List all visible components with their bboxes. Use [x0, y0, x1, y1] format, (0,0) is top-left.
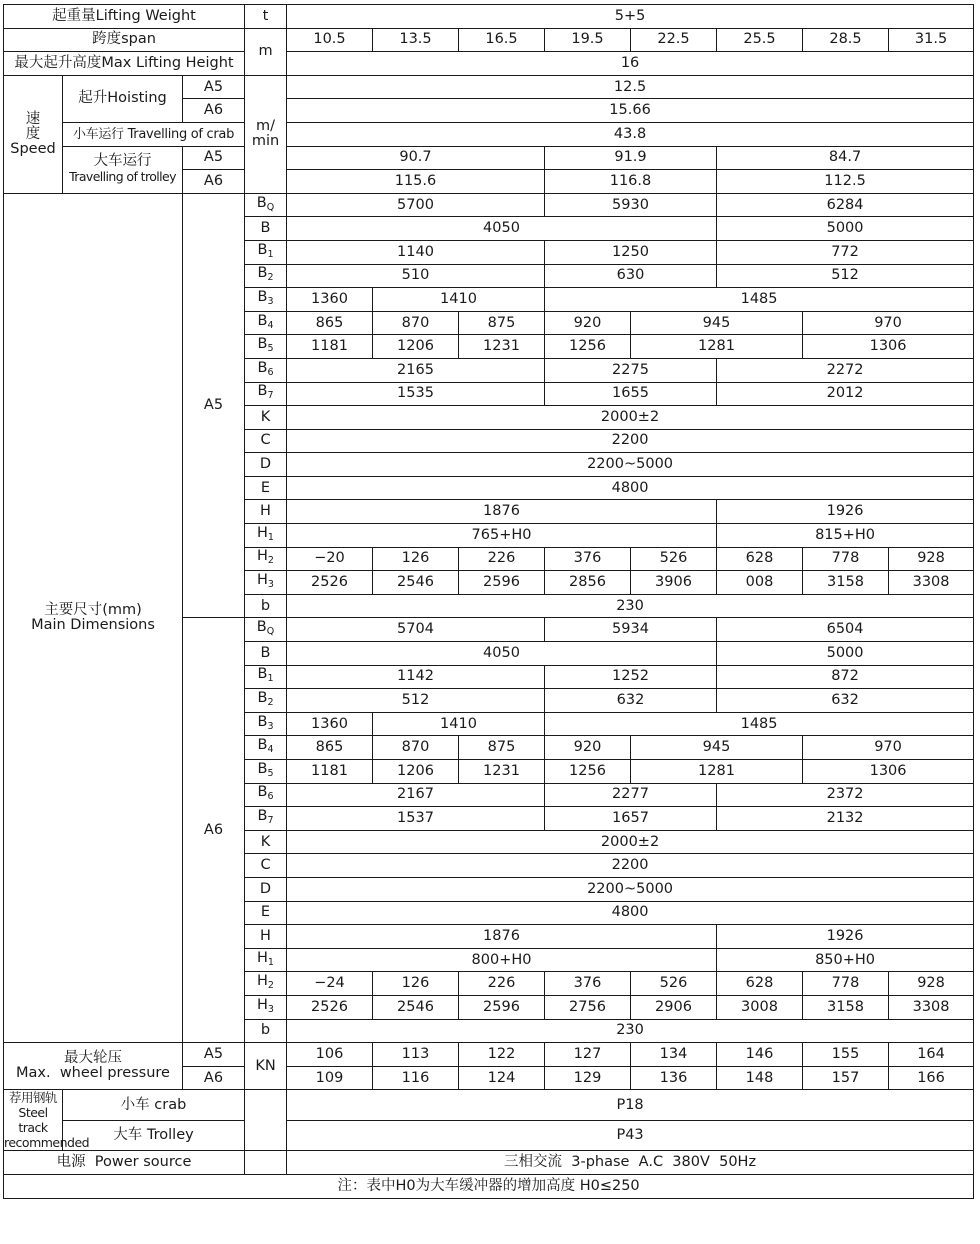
dim-value: 632	[717, 689, 974, 713]
dim-code-B: B	[245, 642, 287, 666]
wheel-pressure-a6-value: 136	[631, 1066, 717, 1090]
speed-unit-1: m/	[255, 118, 275, 135]
trolley-a6-value: 116.8	[545, 170, 717, 194]
rail-trolley-label: 大车 Trolley	[63, 1120, 245, 1151]
dim-code-B1: $B_1$	[245, 240, 287, 264]
row-span	[4, 28, 974, 52]
dim-code-H1: $H_1$	[245, 948, 287, 972]
dim-value: 2272	[717, 358, 974, 382]
dim-value: 1281	[631, 335, 803, 359]
dim-code-H1: $H_1$	[245, 524, 287, 548]
trolley-a5-value: 91.9	[545, 146, 717, 170]
dim-value: 1231	[459, 335, 545, 359]
grade-a5: A5	[183, 1043, 245, 1067]
dim-code-H2: $H_2$	[245, 972, 287, 996]
dim-value: 872	[717, 665, 974, 689]
dim-value: 875	[459, 311, 545, 335]
wheel-pressure-unit: KN	[245, 1043, 287, 1090]
trolley-a6-value: 115.6	[287, 170, 545, 194]
wheel-pressure-a6-value: 109	[287, 1066, 373, 1090]
dim-value: 1537	[287, 807, 545, 831]
span-label: 跨度span	[4, 28, 245, 52]
dim-value: 226	[459, 547, 545, 571]
wheel-pressure-a5-value: 122	[459, 1043, 545, 1067]
dim-value: 2906	[631, 995, 717, 1019]
lifting-weight-label: 起重量Lifting Weight	[4, 5, 245, 29]
wheel-pressure-a6-value: 129	[545, 1066, 631, 1090]
row-trolley-a5	[4, 146, 974, 170]
dim-code-B4: $B_4$	[245, 311, 287, 335]
dim-value: 850+H0	[717, 948, 974, 972]
dim-value: 3158	[803, 995, 889, 1019]
grade-a5: A5	[183, 146, 245, 170]
dim-value: 1206	[373, 335, 459, 359]
dim-code-K: K	[245, 406, 287, 430]
dim-value: 3158	[803, 571, 889, 595]
row-rail-crab	[4, 1090, 974, 1121]
power-label	[4, 1151, 245, 1175]
dim-value: 630	[545, 264, 717, 288]
dim-value: 2372	[717, 783, 974, 807]
dim-code-D: D	[245, 877, 287, 901]
dim-value: 5700	[287, 193, 545, 217]
dim-code-H2: $H_2$	[245, 547, 287, 571]
hoisting-label: 起升Hoisting	[63, 75, 183, 122]
dim-code-B3: $B_3$	[245, 288, 287, 312]
dim-code-H: H	[245, 500, 287, 524]
wheel-pressure-label-en: Max. wheel pressure	[16, 1065, 170, 1082]
row-lifting-weight	[4, 5, 974, 29]
dim-code-B6: $B_6$	[245, 358, 287, 382]
dim-code-B7: $B_7$	[245, 807, 287, 831]
spec-table	[3, 4, 974, 1199]
dim-value: 1485	[545, 288, 974, 312]
dim-code-B2: $B_2$	[245, 689, 287, 713]
dim-value: 1926	[717, 925, 974, 949]
span-value: 16.5	[459, 28, 545, 52]
crab-travel-label: 小车运行 Travelling of crab	[63, 122, 245, 146]
dim-value: 778	[803, 972, 889, 996]
rail-label-1: 荐用钢轨 Steel	[8, 1090, 57, 1121]
dim-value: 226	[459, 972, 545, 996]
dim-value: 1306	[803, 760, 974, 784]
span-value: 31.5	[889, 28, 974, 52]
grade-a6: A6	[183, 1066, 245, 1090]
dim-code-B5: $B_5$	[245, 760, 287, 784]
dim-value: 1231	[459, 760, 545, 784]
dim-value: 2132	[717, 807, 974, 831]
dim-value: 5000	[717, 642, 974, 666]
dim-value: 928	[889, 547, 974, 571]
dim-value: 2546	[373, 571, 459, 595]
dim-value: 2546	[373, 995, 459, 1019]
rail-crab-label: 小车 crab	[63, 1090, 245, 1121]
trolley-a6-value: 112.5	[717, 170, 974, 194]
dim-value: 512	[287, 689, 545, 713]
dim-value: 2596	[459, 995, 545, 1019]
dim-value: 2012	[717, 382, 974, 406]
dim-value: 2000±2	[287, 406, 974, 430]
dim-value: 945	[631, 736, 803, 760]
dim-value: 1256	[545, 760, 631, 784]
dim-code-H: H	[245, 925, 287, 949]
dim-value: 1360	[287, 288, 373, 312]
dim-value: 376	[545, 547, 631, 571]
dim-code-K: K	[245, 830, 287, 854]
max-height-value: 16	[287, 52, 974, 76]
dim-value: 5930	[545, 193, 717, 217]
row-note	[4, 1174, 974, 1198]
dim-value: 628	[717, 547, 803, 571]
dim-value: 1657	[545, 807, 717, 831]
dim-value: 2167	[287, 783, 545, 807]
dim-value: 1876	[287, 925, 717, 949]
dim-code-B3: $B_3$	[245, 712, 287, 736]
dim-value: 3906	[631, 571, 717, 595]
dim-value: 3308	[889, 995, 974, 1019]
row-dim-a5-BQ	[4, 193, 974, 217]
dim-value: 865	[287, 736, 373, 760]
dim-value: 870	[373, 311, 459, 335]
dim-value: 4050	[287, 217, 717, 241]
trolley-label-cn: 大车运行	[93, 153, 152, 170]
span-unit: m	[245, 28, 287, 75]
hoisting-a5-value: 12.5	[287, 75, 974, 99]
power-value-text: 三相交流 3-phase A.C 380V 50Hz	[504, 1154, 757, 1171]
wheel-pressure-a5-value: 146	[717, 1043, 803, 1067]
dim-value: 126	[373, 547, 459, 571]
speed-unit-2: min	[251, 133, 280, 150]
dim-code-C: C	[245, 854, 287, 878]
span-value: 25.5	[717, 28, 803, 52]
dim-value: 1256	[545, 335, 631, 359]
wheel-pressure-a6-value: 166	[889, 1066, 974, 1090]
dim-value: 526	[631, 972, 717, 996]
trolley-label-en: Travelling of trolley	[69, 169, 176, 185]
dim-code-E: E	[245, 476, 287, 500]
dim-value: 875	[459, 736, 545, 760]
span-value: 19.5	[545, 28, 631, 52]
trolley-a5-value: 84.7	[717, 146, 974, 170]
dim-value: 1281	[631, 760, 803, 784]
dim-code-B: B	[245, 217, 287, 241]
dim-value: 3308	[889, 571, 974, 595]
wheel-pressure-a6-value: 124	[459, 1066, 545, 1090]
dim-value: 815+H0	[717, 524, 974, 548]
dim-value: 1142	[287, 665, 545, 689]
wheel-pressure-a5-value: 106	[287, 1043, 373, 1067]
dim-value: 1140	[287, 240, 545, 264]
dim-code-B5: $B_5$	[245, 335, 287, 359]
wheel-pressure-a6-value: 157	[803, 1066, 889, 1090]
power-value	[287, 1151, 974, 1175]
dim-code-b: b	[245, 594, 287, 618]
rail-trolley-value: P43	[287, 1120, 974, 1151]
dim-value: 4800	[287, 901, 974, 925]
span-value: 10.5	[287, 28, 373, 52]
dim-value: 2526	[287, 571, 373, 595]
dim-code-H3: $H_3$	[245, 571, 287, 595]
dim-value: 2200	[287, 854, 974, 878]
dim-value: 126	[373, 972, 459, 996]
dim-value: 772	[717, 240, 974, 264]
dim-value: −24	[287, 972, 373, 996]
dim-value: 928	[889, 972, 974, 996]
trolley-a5-value: 90.7	[287, 146, 545, 170]
dim-value: 2200	[287, 429, 974, 453]
dim-value: 1181	[287, 760, 373, 784]
dim-value: 765+H0	[287, 524, 717, 548]
dim-value: 970	[803, 311, 974, 335]
span-value: 13.5	[373, 28, 459, 52]
wheel-pressure-label	[4, 1043, 183, 1090]
main-dimensions-label	[4, 193, 183, 1042]
dim-value: 865	[287, 311, 373, 335]
dim-value: 1306	[803, 335, 974, 359]
dim-value: 376	[545, 972, 631, 996]
dim-code-B2: $B_2$	[245, 264, 287, 288]
dim-code-H3: $H_3$	[245, 995, 287, 1019]
dim-value: 5000	[717, 217, 974, 241]
dim-value: 800+H0	[287, 948, 717, 972]
dim-value: 512	[717, 264, 974, 288]
dim-code-E: E	[245, 901, 287, 925]
dim-value: 2596	[459, 571, 545, 595]
dim-value: 1655	[545, 382, 717, 406]
rail-label	[4, 1090, 90, 1151]
power-label-text: 电源 Power source	[56, 1154, 192, 1171]
dim-value: 2165	[287, 358, 545, 382]
dim-value: 778	[803, 547, 889, 571]
hoisting-a6-value: 15.66	[287, 99, 974, 123]
dim-value: 1360	[287, 712, 373, 736]
dim-value: 4800	[287, 476, 974, 500]
dim-value: 6504	[717, 618, 974, 642]
dim-value: 870	[373, 736, 459, 760]
rail-unit-blank	[245, 1090, 287, 1151]
dim-code-BQ: $B_Q$	[245, 618, 287, 642]
dim-value: −20	[287, 547, 373, 571]
dim-value: 2526	[287, 995, 373, 1019]
grade-a5: A5	[183, 193, 245, 618]
dim-value: 1926	[717, 500, 974, 524]
table-note: 注：表中H0为大车缓冲器的增加高度 H0≤250	[4, 1174, 974, 1198]
trolley-travel-label	[63, 146, 183, 193]
wheel-pressure-a5-value: 134	[631, 1043, 717, 1067]
dim-value: 4050	[287, 642, 717, 666]
grade-a5: A5	[183, 75, 245, 99]
row-hoisting-a5	[4, 75, 974, 99]
dim-value: 1250	[545, 240, 717, 264]
wheel-pressure-a6-value: 116	[373, 1066, 459, 1090]
grade-a6: A6	[183, 99, 245, 123]
dim-value: 1206	[373, 760, 459, 784]
dim-value: 1535	[287, 382, 545, 406]
lifting-weight-value: 5+5	[287, 5, 974, 29]
row-rail-trolley	[4, 1120, 974, 1151]
dim-code-C: C	[245, 429, 287, 453]
dim-value: 1876	[287, 500, 717, 524]
row-crab	[4, 122, 974, 146]
rail-crab-value: P18	[287, 1090, 974, 1121]
dim-code-B6: $B_6$	[245, 783, 287, 807]
dim-value: 970	[803, 736, 974, 760]
dim-value: 920	[545, 311, 631, 335]
dim-value: 2756	[545, 995, 631, 1019]
row-power	[4, 1151, 974, 1175]
grade-a6: A6	[183, 618, 245, 1043]
speed-label-1: 速	[25, 110, 41, 127]
main-dimensions-label-cn: 主要尺寸(mm)	[44, 601, 142, 618]
dim-value: 1410	[373, 712, 545, 736]
wheel-pressure-a5-value: 164	[889, 1043, 974, 1067]
dim-value: 2856	[545, 571, 631, 595]
dim-value: 510	[287, 264, 545, 288]
dim-code-b: b	[245, 1019, 287, 1043]
dim-value: 1485	[545, 712, 974, 736]
span-value: 28.5	[803, 28, 889, 52]
dim-value: 632	[545, 689, 717, 713]
crab-travel-value: 43.8	[287, 122, 974, 146]
dim-code-B4: $B_4$	[245, 736, 287, 760]
dim-value: 920	[545, 736, 631, 760]
dim-value: 008	[717, 571, 803, 595]
dim-value: 2200~5000	[287, 877, 974, 901]
dim-code-B7: $B_7$	[245, 382, 287, 406]
speed-label-3: Speed	[10, 140, 56, 157]
dim-value: 5934	[545, 618, 717, 642]
rail-label-2: track recommended	[4, 1120, 90, 1151]
dim-value: 1252	[545, 665, 717, 689]
dim-value: 1181	[287, 335, 373, 359]
dim-value: 230	[287, 1019, 974, 1043]
dim-value: 2200~5000	[287, 453, 974, 477]
dim-value: 526	[631, 547, 717, 571]
wheel-pressure-label-cn: 最大轮压	[64, 1050, 122, 1067]
dim-code-D: D	[245, 453, 287, 477]
grade-a6: A6	[183, 170, 245, 194]
dim-value: 945	[631, 311, 803, 335]
wheel-pressure-a5-value: 155	[803, 1043, 889, 1067]
dim-code-BQ: $B_Q$	[245, 193, 287, 217]
max-height-label: 最大起升高度Max Lifting Height	[4, 52, 245, 76]
speed-label	[4, 75, 63, 193]
wheel-pressure-a5-value: 127	[545, 1043, 631, 1067]
speed-label-2: 度	[25, 125, 41, 142]
speed-unit	[245, 75, 287, 193]
row-max-height	[4, 52, 974, 76]
dim-value: 2277	[545, 783, 717, 807]
dim-value: 628	[717, 972, 803, 996]
span-value: 22.5	[631, 28, 717, 52]
wheel-pressure-a5-value: 113	[373, 1043, 459, 1067]
row-wheel-a5	[4, 1043, 974, 1067]
power-unit-blank	[245, 1151, 287, 1175]
wheel-pressure-a6-value: 148	[717, 1066, 803, 1090]
dim-value: 5704	[287, 618, 545, 642]
dim-value: 2000±2	[287, 830, 974, 854]
main-dimensions-label-en: Main Dimensions	[31, 616, 155, 633]
lifting-weight-unit: t	[245, 5, 287, 29]
dim-value: 1410	[373, 288, 545, 312]
dim-code-B1: $B_1$	[245, 665, 287, 689]
dim-value: 2275	[545, 358, 717, 382]
dim-value: 6284	[717, 193, 974, 217]
dim-value: 3008	[717, 995, 803, 1019]
dim-value: 230	[287, 594, 974, 618]
